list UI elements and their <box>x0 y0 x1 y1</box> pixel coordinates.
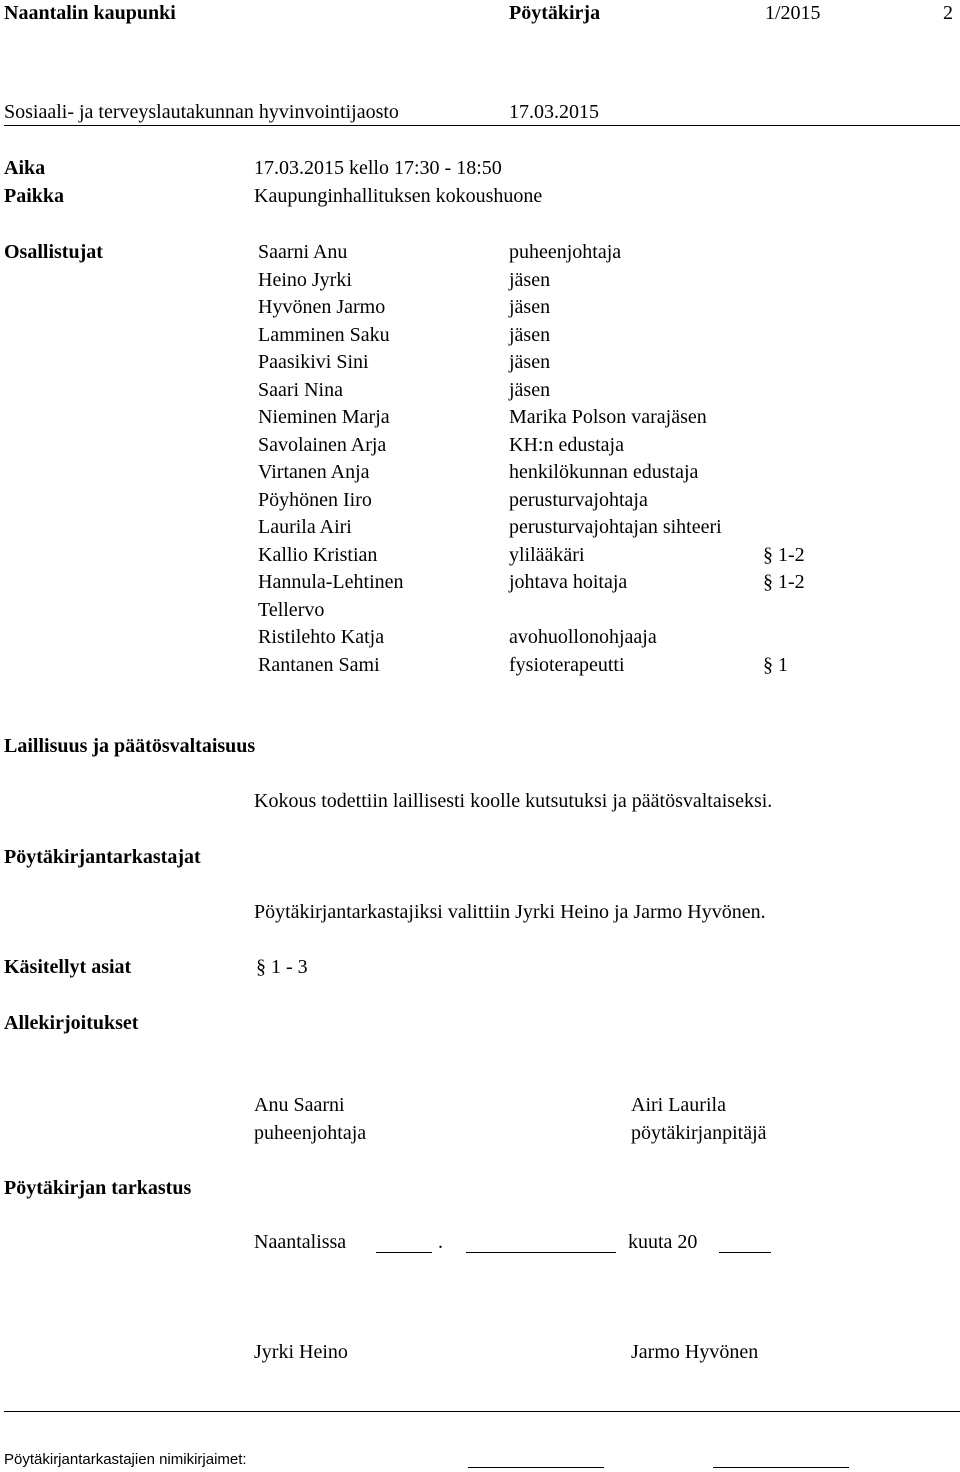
attendee-name: Kallio Kristian <box>258 544 378 566</box>
attendee-role: ylilääkäri <box>509 544 585 566</box>
attendee-role: henkilökunnan edustaja <box>509 461 699 483</box>
attendee-name: Ristilehto Katja <box>258 626 385 648</box>
footer-divider <box>4 1411 960 1412</box>
initials-blank-2 <box>713 1467 849 1468</box>
examiner2-name: Jarmo Hyvönen <box>631 1341 759 1363</box>
attendee-name: Saarni Anu <box>258 241 348 263</box>
attendee-role: johtava hoitaja <box>509 571 628 593</box>
attendee-name: Nieminen Marja <box>258 406 390 428</box>
initials-label: Pöytäkirjantarkastajien nimikirjaimet: <box>4 1451 247 1468</box>
attendee-role: perusturvajohtaja <box>509 489 648 511</box>
attendee-name: Hyvönen Jarmo <box>258 296 386 318</box>
attendees-label: Osallistujat <box>4 241 103 263</box>
attendee-section: § 1-2 <box>763 571 805 593</box>
attendee-role: fysioterapeutti <box>509 654 625 676</box>
attendee-role: perusturvajohtajan sihteeri <box>509 516 722 538</box>
attendee-name: Virtanen Anja <box>258 461 370 483</box>
attendee-role: jäsen <box>509 351 551 373</box>
attendee-name: Saari Nina <box>258 379 343 401</box>
attendee-role: Marika Polson varajäsen <box>509 406 707 428</box>
attendee-name: Heino Jyrki <box>258 269 352 291</box>
attendee-role: jäsen <box>509 324 551 346</box>
time-value: 17.03.2015 kello 17:30 - 18:50 <box>254 157 502 179</box>
examiners-label: Pöytäkirjantarkastajat <box>4 846 201 868</box>
legality-label: Laillisuus ja päätösvaltaisuus <box>4 735 256 757</box>
attendee-name: Rantanen Sami <box>258 654 380 676</box>
attendee-role: puheenjohtaja <box>509 241 622 263</box>
review-dot: . <box>438 1231 443 1253</box>
attendee-role: avohuollonohjaaja <box>509 626 657 648</box>
attendee-section: § 1-2 <box>763 544 805 566</box>
header-divider <box>4 125 960 126</box>
minutes-number: 1/2015 <box>765 2 821 24</box>
items-value: § 1 - 3 <box>256 956 308 978</box>
document-type: Pöytäkirja <box>509 2 601 24</box>
attendee-role: KH:n edustaja <box>509 434 624 456</box>
review-label: Pöytäkirjan tarkastus <box>4 1177 192 1199</box>
attendee-name: Savolainen Arja <box>258 434 387 456</box>
chair-title: puheenjohtaja <box>254 1122 367 1144</box>
review-place: Naantalissa <box>254 1231 347 1253</box>
attendee-role: jäsen <box>509 269 551 291</box>
meeting-date: 17.03.2015 <box>509 101 599 123</box>
items-label: Käsitellyt asiat <box>4 956 132 978</box>
examiner1-name: Jyrki Heino <box>254 1341 348 1363</box>
secretary-title: pöytäkirjanpitäjä <box>631 1122 767 1144</box>
year-blank <box>719 1252 771 1253</box>
attendee-name: Tellervo <box>258 599 325 621</box>
page-number: 2 <box>943 2 953 24</box>
place-label: Paikka <box>4 185 65 207</box>
review-month-text: kuuta 20 <box>628 1231 698 1253</box>
day-blank <box>376 1252 432 1253</box>
place-value: Kaupunginhallituksen kokoushuone <box>254 185 543 207</box>
examiners-text: Pöytäkirjantarkastajiksi valittiin Jyrki Heino ja Jarmo Hyvönen. <box>254 901 766 923</box>
municipality-name: Naantalin kaupunki <box>4 2 176 24</box>
attendee-name: Laurila Airi <box>258 516 352 538</box>
attendee-role: jäsen <box>509 296 551 318</box>
time-label: Aika <box>4 157 46 179</box>
chair-name: Anu Saarni <box>254 1094 345 1116</box>
month-blank <box>466 1252 616 1253</box>
legality-text: Kokous todettiin laillisesti koolle kutsutuksi ja päätösvaltaiseksi. <box>254 790 773 812</box>
committee-name: Sosiaali- ja terveyslautakunnan hyvinvointijaosto <box>4 101 399 123</box>
secretary-name: Airi Laurila <box>631 1094 726 1116</box>
attendee-role: jäsen <box>509 379 551 401</box>
attendee-name: Lamminen Saku <box>258 324 390 346</box>
attendee-name: Hannula-Lehtinen <box>258 571 404 593</box>
attendee-name: Pöyhönen Iiro <box>258 489 372 511</box>
attendee-section: § 1 <box>763 654 788 676</box>
signatures-label: Allekirjoitukset <box>4 1012 139 1034</box>
initials-blank-1 <box>468 1467 604 1468</box>
attendee-name: Paasikivi Sini <box>258 351 369 373</box>
